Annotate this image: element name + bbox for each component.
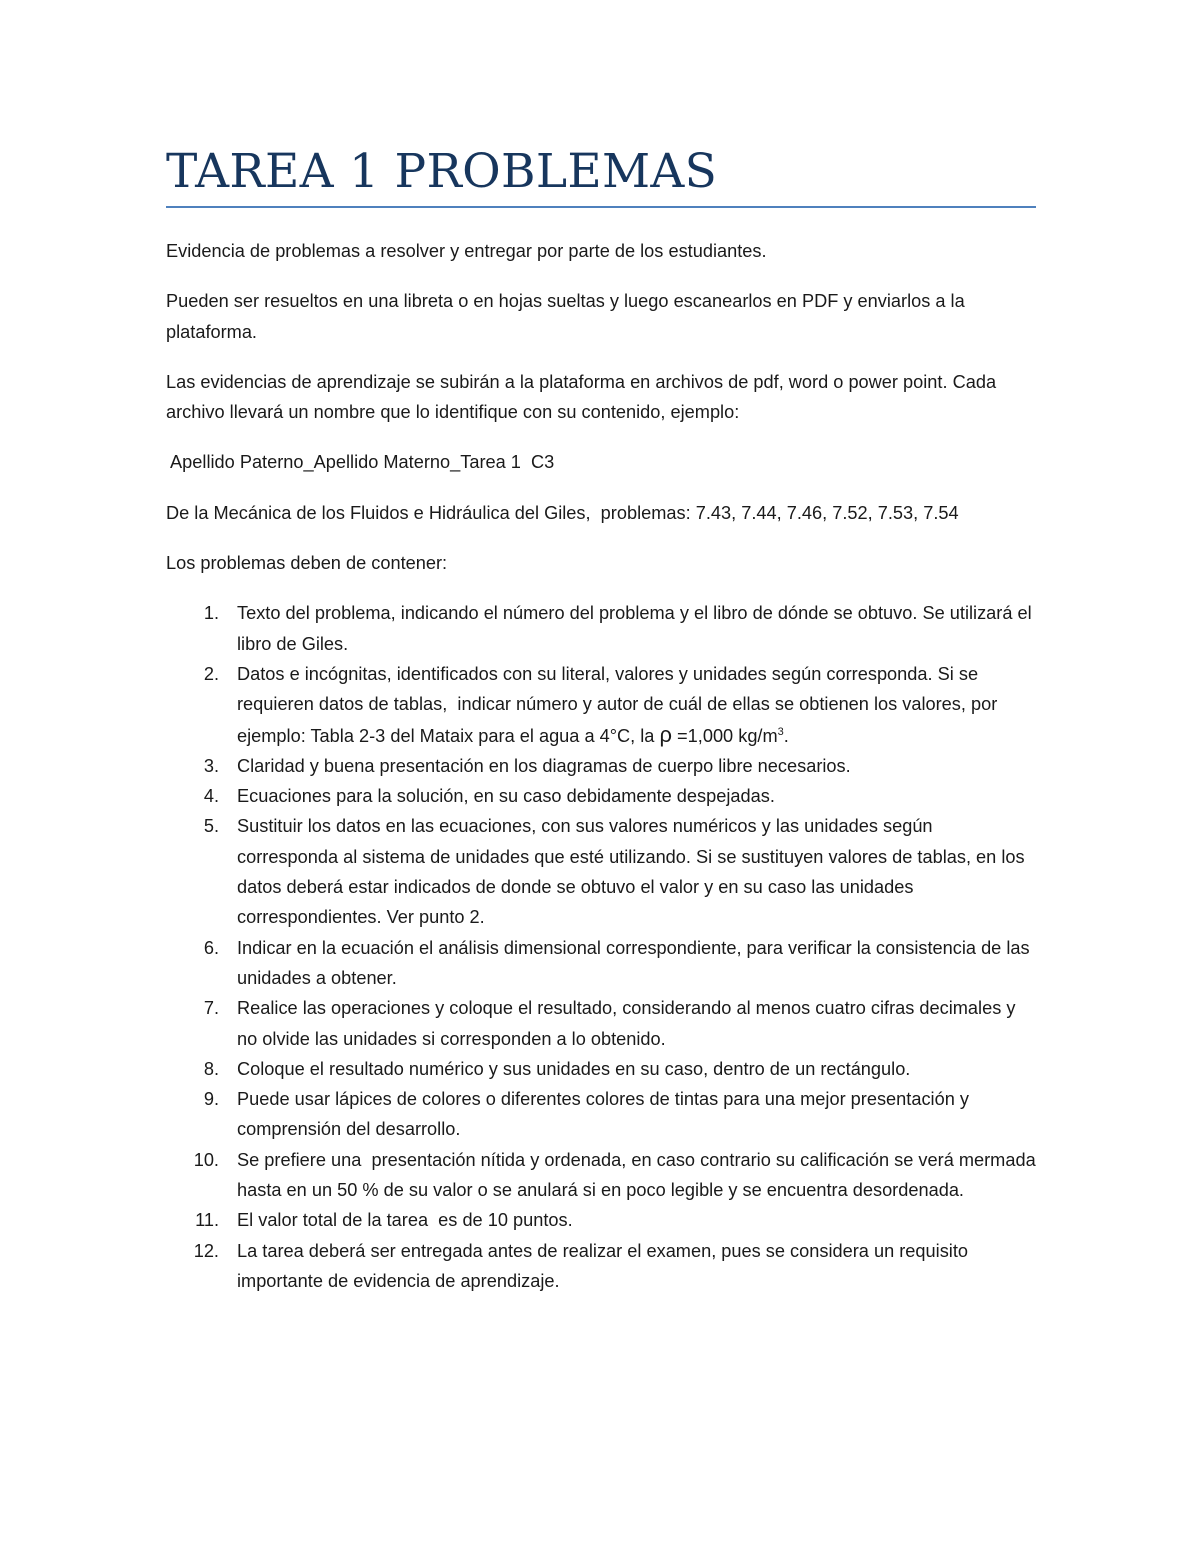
- list-item-number: 9.: [203, 1089, 219, 1110]
- list-item-text: =1,000 kg/m: [671, 725, 778, 746]
- list-item-text: Puede usar lápices de colores o diferentes colores de tintas para una mejor presentación y comprensión del desarrollo.: [237, 1089, 969, 1140]
- paragraph-intro: Evidencia de problemas a resolver y entregar por parte de los estudiantes.: [166, 241, 767, 261]
- list-item: [166, 751, 1036, 781]
- list-item-number: 1.: [203, 603, 219, 624]
- list-item-text: .: [783, 725, 789, 746]
- list-item-text: Se prefiere una presentación nítida y ordenada, en caso contrario su calificación se verá mermada hasta en un 50 % de su valor o se anulará si en poco legible y se encuentra desordenada.: [237, 1149, 1041, 1201]
- list-item: [166, 598, 1036, 659]
- list-item-text: Ecuaciones para la solución, en su caso debidamente despejadas.: [237, 786, 775, 807]
- list-item: [166, 993, 1036, 1054]
- list-item: [166, 1145, 1041, 1206]
- list-item: [166, 933, 1036, 994]
- list-item-number: 2.: [203, 663, 219, 684]
- list-item-number: 8.: [203, 1058, 219, 1079]
- document-title: TAREA 1 PROBLEMAS: [166, 144, 718, 199]
- list-item-text: Datos e incógnitas, identificados con su literal, valores y unidades según corresponda. Si se requieren datos de tablas, indicar número y autor de cuál de ellas se obtienen los valores, por ejemplo: Tabla 2-3 del Mataix para el agua a 4°C, la: [237, 663, 1003, 746]
- list-item-number: 3.: [203, 755, 219, 776]
- paragraph-problems: De la Mecánica de los Fluidos e Hidráulica del Giles, problemas: 7.43, 7.44, 7.46, 7.52, 7.53, 7.54: [166, 502, 959, 523]
- document-body: [166, 236, 1041, 1296]
- list-item-number: 5.: [203, 816, 219, 837]
- list-item-text: La tarea deberá ser entregada antes de realizar el examen, pues se considera un requisito importante de evidencia de aprendizaje.: [237, 1240, 968, 1291]
- list-item: [166, 1054, 1036, 1084]
- list-item-text: Indicar en la ecuación el análisis dimensional correspondiente, para verificar la consistencia de las unidades a obtener.: [237, 937, 1030, 988]
- list-item-text: Coloque el resultado numérico y sus unidades en su caso, dentro de un rectángulo.: [237, 1058, 911, 1079]
- list-item-number: 7.: [203, 998, 219, 1019]
- rho-symbol: ρ: [659, 721, 672, 747]
- list-item-number: 11.: [195, 1210, 219, 1231]
- list-item-text: Sustituir los datos en las ecuaciones, con sus valores numéricos y las unidades según corresponda al sistema de unidades que esté utilizando. Si se sustituyen valores de tablas, en los datos deberá estar indicados de donde se obtuvo el valor y en su caso las unidades correspondientes. Ver punto 2.: [237, 816, 1025, 928]
- list-item-text: Texto del problema, indicando el número del problema y el libro de dónde se obtuvo. Se utilizará el libro de Giles.: [237, 603, 1032, 654]
- paragraph-filename-example: Apellido Paterno_Apellido Materno_Tarea 1 C3: [166, 452, 555, 473]
- list-item: [166, 781, 1036, 811]
- list-item: [166, 1084, 1036, 1145]
- list-item: [166, 1236, 1036, 1297]
- list-item-text: Realice las operaciones y coloque el resultado, considerando al menos cuatro cifras decimales y no olvide las unidades si corresponden a lo obtenido.: [237, 998, 1016, 1049]
- paragraph-format: Pueden ser resueltos en una libreta o en hojas sueltas y luego escanearlos en PDF y enviarlos a la plataforma.: [166, 291, 965, 342]
- requirements-list: [166, 598, 1041, 1296]
- superscript: 3: [777, 725, 784, 738]
- list-item: [166, 659, 1036, 751]
- list-item-text: El valor total de la tarea es de 10 puntos.: [237, 1210, 573, 1231]
- paragraph-evidence: Las evidencias de aprendizaje se subirán a la plataforma en archivos de pdf, word o power point. Cada archivo llevará un nombre que lo identifique con su contenido, ejemplo:: [166, 371, 997, 423]
- list-item-number: 4.: [203, 786, 219, 807]
- list-item: [166, 811, 1036, 932]
- list-item: [166, 1205, 1036, 1235]
- list-item-number: 12.: [193, 1240, 219, 1261]
- list-item-text: Claridad y buena presentación en los diagramas de cuerpo libre necesarios.: [237, 755, 851, 776]
- list-item-number: 6.: [203, 937, 219, 958]
- paragraph-contents-intro: Los problemas deben de contener:: [166, 553, 448, 574]
- list-item-number: 10.: [193, 1149, 219, 1170]
- title-underline: [166, 206, 1036, 208]
